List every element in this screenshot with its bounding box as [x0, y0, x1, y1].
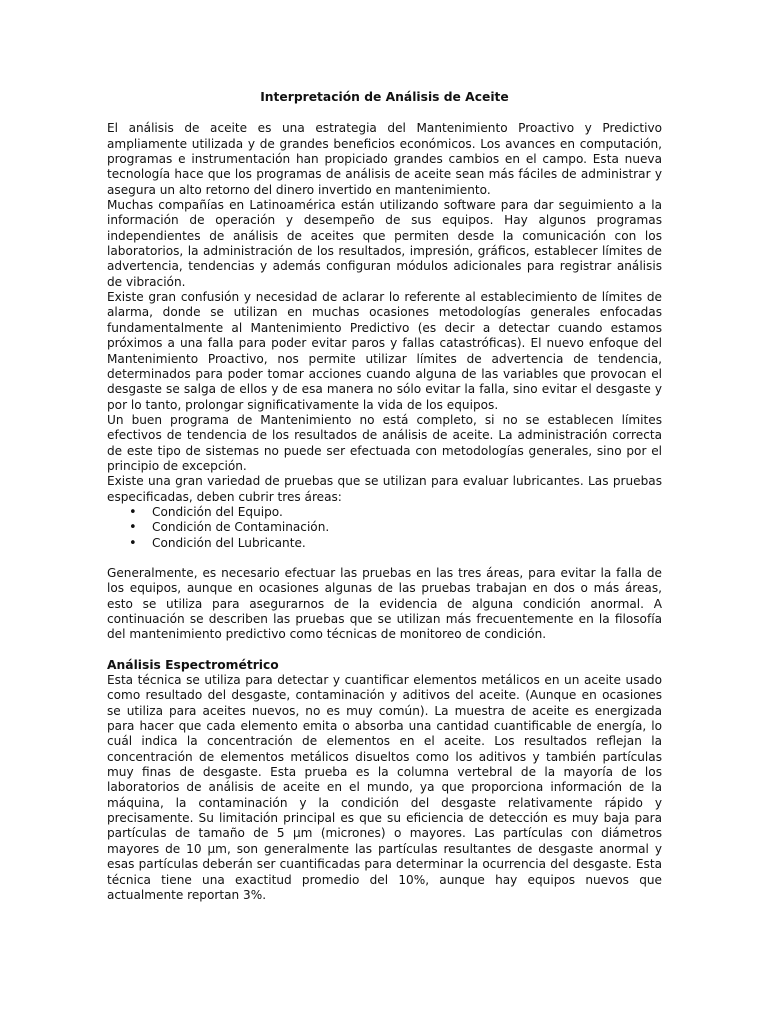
list-item: • Condición del Lubricante. — [152, 536, 662, 551]
paragraph-alarm-limits: Existe gran confusión y necesidad de aclarar lo referente al establecimiento de límites de alarma, donde se utilizan en muchas ocasiones metodologías generales enfocadas fundamentalmente al Mantenimiento Predictivo (es decir a detectar cuando estamos próximos a una falla para poder evitar paros y fallas catastróficas). El nuevo enfoque del Mantenimiento Proactivo, nos permite utilizar límites de advertencia de tendencia, determinados para poder tomar acciones cuando alguna de las variables que provocan el desgaste se salga de ellos y de esa manera no sólo evitar la falla, sino evitar el desgaste y por lo tanto, prolongar significativamente la vida de los equipos. — [107, 290, 662, 412]
list-item: • Condición del Equipo. — [152, 505, 662, 520]
spacer — [107, 643, 662, 658]
paragraph-maintenance-program: Un buen programa de Mantenimiento no está completo, si no se establecen límites efectivos de tendencia de los resultados de análisis de aceite. La administración correcta de este tipo de sistemas no puede ser efectuada con metodologías generales, sino por el principio de excepción. — [107, 412, 662, 473]
paragraph-intro: El análisis de aceite es una estrategia del Mantenimiento Proactivo y Predictivo ampliamente utilizada y de grandes beneficios económicos. Los avances en computación, programas e instrumentación han propiciado grandes cambios en el campo. Esta nueva tecnología hace que los programas de análisis de aceite sean más fáciles de administrar y asegura un alto retorno del dinero invertido en mantenimiento. — [107, 121, 662, 197]
document-page — [107, 90, 662, 903]
section-heading: Análisis Espectrométrico — [107, 657, 279, 672]
spacer — [107, 551, 662, 566]
paragraph-software: Muchas compañías en Latinoamérica están utilizando software para dar seguimiento a la información de operación y desempeño de sus equipos. Hay algunos programas independientes de análisis de aceites que permiten desde la comunicación con los laboratorios, la administración de los resultados, impresión, gráficos, establecer límites de advertencia, tendencias y además configuran módulos adicionales para registrar análisis de vibración. — [107, 198, 662, 289]
test-areas-list — [107, 505, 662, 551]
document-title: Interpretación de Análisis de Aceite — [260, 90, 509, 104]
paragraph-tests-intro: Existe una gran variedad de pruebas que se utilizan para evaluar lubricantes. Las pruebas especificadas, deben cubrir tres áreas: — [107, 474, 662, 504]
section-body: Esta técnica se utiliza para detectar y cuantificar elementos metálicos en un aceite usado como resultado del desgaste, contaminación y aditivos del aceite. (Aunque en ocasiones se utiliza para aceites nuevos, no es muy común). La muestra de aceite es energizada para hacer que cada elemento emita o absorba una cantidad cuantificable de energía, lo cuál indica la concentración de elementos en el aceite. Los resultados reflejan la concentración de elementos metálicos disueltos como los aditivos y también partículas muy finas de desgaste. Esta prueba es la columna vertebral de la mayoría de los laboratorios de análisis de aceite en el mundo, ya que proporciona información de la máquina, la contaminación y la condición del desgaste relativamente rápido y precisamente. Su limitación principal es que su eficiencia de detección es muy baja para partículas de tamaño de 5 μm (micrones) o mayores. Las partículas con diámetros mayores de 10 μm, son generalmente las partículas resultantes de desgaste anormal y esas partículas deberán ser cuantificadas para determinar la ocurrencia del desgaste. Esta técnica tiene una exactitud promedio del 10%, aunque hay equipos nuevos que actualmente reportan 3%. — [107, 673, 662, 902]
paragraph-after-list: Generalmente, es necesario efectuar las pruebas en las tres áreas, para evitar la falla de los equipos, aunque en ocasiones algunas de las pruebas trabajan en dos o más áreas, esto se utiliza para asegurarnos de la evidencia de alguna condición anormal. A continuación se describen las pruebas que se utilizan más frecuentemente en la filosofía del mantenimiento predictivo como técnicas de monitoreo de condición. — [107, 565, 662, 642]
list-item: • Condición de Contaminación. — [152, 520, 662, 535]
